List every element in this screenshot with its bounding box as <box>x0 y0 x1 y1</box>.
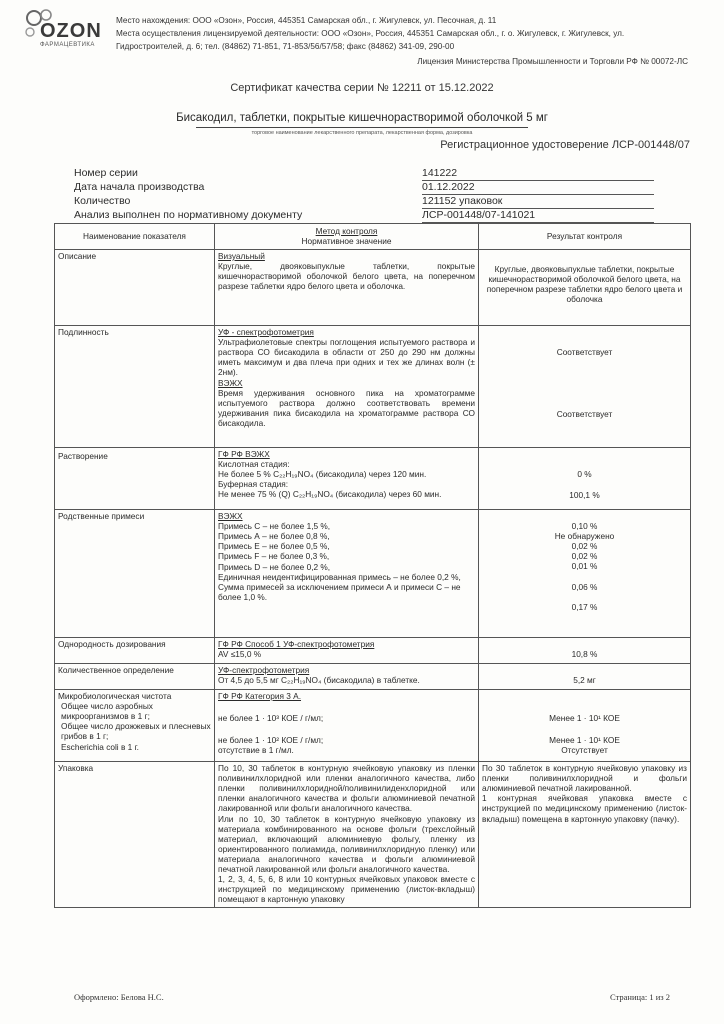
impurity-norm: Примесь D – не более 0,2 %, <box>218 561 331 572</box>
logo-subtitle: ФАРМАЦЕВТИКА <box>40 42 95 48</box>
row-name: Однородность дозирования <box>55 638 215 664</box>
row-norm <box>215 510 479 638</box>
table-row <box>55 510 691 638</box>
row-result <box>479 664 691 690</box>
row-result <box>479 510 691 638</box>
info-value: 141222 <box>422 167 458 179</box>
header-method <box>215 224 479 250</box>
single-impurity-result: 0,06 % <box>571 581 598 592</box>
result-value: Соответствует <box>556 347 613 357</box>
sum-impurity-result: 0,17 % <box>571 601 598 612</box>
row-norm <box>215 250 479 326</box>
row-name: Родственные примеси <box>55 510 215 638</box>
info-value: ЛСР-001448/07-141021 <box>422 209 536 221</box>
single-impurity-norm: Единичная неидентифицированная примесь – не более 0,2 %, <box>218 571 461 582</box>
impurity-result: 0,01 % <box>571 561 598 572</box>
row-name: Количественное определение <box>55 664 215 690</box>
product-caption: торговое наименование лекарственного препарата, лекарственная форма, дозировка <box>251 130 473 136</box>
product-underline <box>196 127 528 128</box>
result-value: 10,8 % <box>571 649 598 659</box>
result-text: 1 контурная ячейковая упаковка вместе с инструкцией по медицинскому применению (листок-вкладыш) помещена в картонную упаковку (пачку). <box>482 793 687 824</box>
quality-table <box>54 223 691 908</box>
row-result <box>479 448 691 510</box>
method-label: ГФ РФ Категория 3 А. <box>218 691 302 701</box>
row-name <box>55 448 215 510</box>
table-row <box>55 690 691 762</box>
info-value: 01.12.2022 <box>422 181 475 193</box>
result-value: Менее 1 · 10¹ КОЕ <box>549 713 620 723</box>
row-norm <box>215 690 479 762</box>
row-name-text: Растворение <box>58 451 108 461</box>
norm-text: Не менее 75 % (Q) C₂₂H₁₉NO₄ (бисакодила) через 60 мин. <box>218 489 442 500</box>
impurity-norm: Примесь F – не более 0,3 %, <box>218 551 330 562</box>
norm-text: отсутствие в 1 г/мл. <box>218 745 294 756</box>
norm-text: Не более 5 % C₂₂H₁₉NO₄ (бисакодила) через 120 мин. <box>218 469 427 480</box>
address-line-1: Место нахождения: ООО «Озон», Россия, 445351 Самарская обл., г. Жигулевск, ул. Песочная, д. 11 <box>116 16 497 25</box>
row-result <box>479 690 691 762</box>
norm-text: Время удерживания основного пика на хроматограмме испытуемого раствора должно соответствовать времени удерживания пика бисакодила на хроматограмме раствора СО бисакодила. <box>218 387 475 428</box>
row-norm <box>215 762 479 908</box>
row-norm <box>215 448 479 510</box>
table-row <box>55 326 691 448</box>
result-value: Соответствует <box>556 409 613 420</box>
row-norm <box>215 638 479 664</box>
info-label: Анализ выполнен по нормативному документу <box>74 209 303 221</box>
row-name: Подлинность <box>55 326 215 448</box>
norm-text: не более 1 · 10³ КОЕ / г/мл; <box>218 713 324 724</box>
method-label: ВЭЖХ <box>218 511 243 521</box>
row-result <box>479 762 691 908</box>
license-line: Лицензия Министерства Промышленности и Торговли РФ № 00072-ЛС <box>417 57 688 66</box>
info-value: 121152 упаковок <box>422 195 503 207</box>
method-label: ГФ РФ ВЭЖХ <box>218 449 270 459</box>
norm-text: не более 1 · 10² КОЕ / г/мл; <box>218 735 324 746</box>
norm-text: По 10, 30 таблеток в контурную ячейковую упаковку из пленки поливинилхлоридной или пленки аналогичного качества, либо пленки поливинилхлоридной/поливинилиденхлоридной или пленки аналогичного качества и фольги алюминиевой печатной лакированной или фольги аналогичного качества. <box>218 763 475 814</box>
row-norm <box>215 664 479 690</box>
logo-text: OZON <box>40 20 102 42</box>
impurity-result: 0,02 % <box>571 541 598 552</box>
row-result <box>479 326 691 448</box>
row-name-text: Микробиологическая чистота <box>58 691 172 701</box>
result-text: По 30 таблеток в контурную ячейковую упаковку из пленки поливинилхлоридной и фольги алюминиевой печатной лакированной. <box>482 763 687 794</box>
norm-text: 1, 2, 3, 4, 5, 6, 8 или 10 контурных ячейковых упаковок вместе с инструкцией по медицинскому применению (листок-вкладыш) помещают в картонную упаковку <box>218 874 475 905</box>
header-name: Наименование показателя <box>55 224 215 250</box>
info-label: Дата начала производства <box>74 181 205 193</box>
row-result <box>479 638 691 664</box>
result-value: Менее 1 · 10¹ КОЕ <box>549 735 620 746</box>
micro-sub-2: Общее число дрожжевых и плесневых грибов в 1 г; <box>61 721 211 742</box>
row-name <box>55 690 215 762</box>
info-label: Количество <box>74 195 131 207</box>
norm-text: AV ≤15,0 % <box>218 649 262 660</box>
impurity-norm: Примесь Е – не более 0,5 %, <box>218 541 330 552</box>
table-row <box>55 762 691 908</box>
method-label: УФ - спектрофотометрия <box>218 327 314 337</box>
table-row <box>55 448 691 510</box>
impurity-result: Не обнаружено <box>554 531 615 542</box>
impurity-norm: Примесь А – не более 0,8 %, <box>218 531 330 542</box>
info-label: Номер серии <box>74 167 138 179</box>
norm-text: Ультрафиолетовые спектры поглощения испытуемого раствора и раствора СО бисакодила в области от 250 до 290 нм должны иметь максимум и два плеча при одних и тех же длинах волн (± 2нм). <box>218 337 475 378</box>
product-name: Бисакодил, таблетки, покрытые кишечнорастворимой оболочкой 5 мг <box>176 112 548 124</box>
header-method-label: Метод контроля <box>315 225 378 236</box>
impurity-norm: Примесь С – не более 1,5 %, <box>218 521 331 532</box>
address-line-3: Гидростроителей, д. 6; тел. (84862) 71-851, 71-853/56/57/58; факс (84862) 341-09, 290-00 <box>116 42 455 51</box>
method-label: УФ-спектрофотометрия <box>218 665 310 675</box>
header-norm-label: Нормативное значение <box>301 236 392 246</box>
norm-text: Круглые, двояковыпуклые таблетки, покрытые кишечнорастворимой оболочкой белого цвета, на поперечном разрезе таблетки ядро белого цвета и оболочка. <box>218 261 475 292</box>
norm-text: Или по 10, 30 таблеток в контурную ячейковую упаковку из материала комбинированного на основе фольги (трехслойный материал, включающий алюминиевую фольгу, пленку из ориентированного полиамида, поливинилхлоридную пленку) или материала аналогичного качества и фольги алюминиевой печатной лакированной или фольги аналогичного качества. <box>218 813 475 875</box>
norm-text: От 4,5 до 5,5 мг C₂₂H₁₉NO₄ (бисакодила) в таблетке. <box>218 675 420 686</box>
result-value: 0 % <box>577 469 592 479</box>
sum-impurity-norm: Сумма примесей за исключением примеси А и примеси С – не более 1,0 %. <box>218 581 461 602</box>
row-norm <box>215 326 479 448</box>
prepared-by: Оформлено: Белова Н.С. <box>74 992 164 1002</box>
table-header-row <box>55 224 691 250</box>
impurity-result: 0,02 % <box>571 551 598 562</box>
result-value: 5,2 мг <box>573 675 596 685</box>
result-value: 100,1 % <box>569 490 600 501</box>
result-value: Отсутствует <box>561 745 608 756</box>
stage-label: Кислотная стадия: <box>218 459 290 470</box>
stage-label: Буферная стадия: <box>218 479 289 490</box>
table-row <box>55 250 691 326</box>
row-result: Круглые, двояковыпуклые таблетки, покрытые кишечнорастворимой оболочкой белого цвета, на поперечном разрезе таблетки ядро белого цвета и оболочка <box>479 250 691 326</box>
micro-sub-1: Общее число аэробных микроорганизмов в 1 г; <box>61 701 153 722</box>
impurity-result: 0,10 % <box>571 521 598 531</box>
certificate-title: Сертификат качества серии № 12211 от 15.12.2022 <box>230 82 494 94</box>
header-result: Результат контроля <box>479 224 691 250</box>
address-line-2: Места осуществления лицензируемой деятельности: ООО «Озон», Россия, 445351 Самарская обл., г. о. Жигулевск, г. Жигулевск, ул. <box>116 29 625 38</box>
registration-number: Регистрационное удостоверение ЛСР-001448/07 <box>440 139 690 151</box>
method-label: ГФ РФ Способ 1 УФ-спектрофотометрия <box>218 639 375 649</box>
table-row <box>55 638 691 664</box>
method-label: Визуальный <box>218 251 265 261</box>
page-number: Страница: 1 из 2 <box>610 992 670 1002</box>
row-name: Упаковка <box>55 762 215 908</box>
method-label: ВЭЖХ <box>218 377 243 388</box>
table-row <box>55 664 691 690</box>
micro-sub-3: Escherichia coli в 1 г. <box>61 741 139 752</box>
row-name: Описание <box>55 250 215 326</box>
